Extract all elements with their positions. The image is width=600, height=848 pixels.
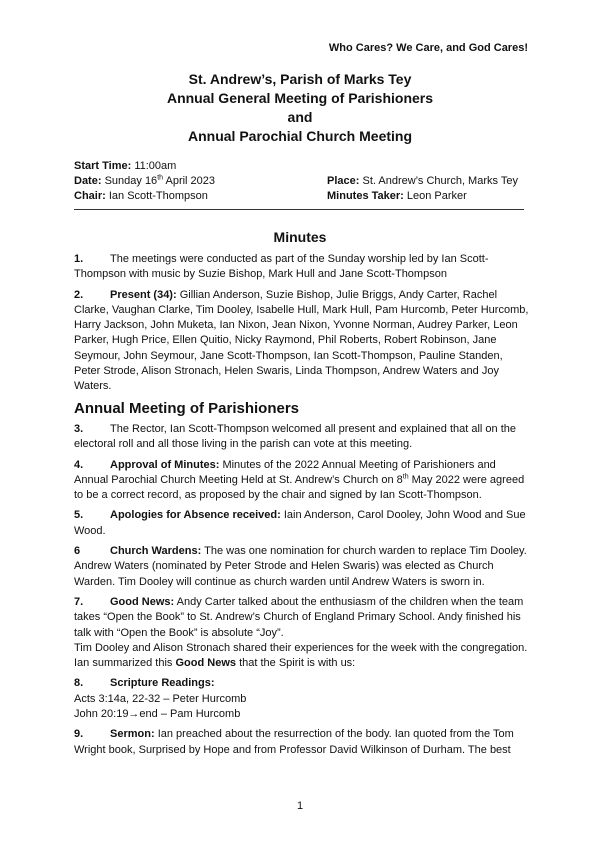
item-number: 6 xyxy=(74,545,81,558)
minutes-heading: Minutes xyxy=(273,229,327,245)
start-time-row xyxy=(74,159,526,174)
item-number: 2. xyxy=(74,288,84,301)
chair-value: Ian Scott-Thompson xyxy=(108,190,208,202)
minute-item-7 xyxy=(74,595,530,671)
title-parish: St. Andrew’s, Parish of Marks Tey xyxy=(188,71,412,87)
minute-item-8 xyxy=(74,676,530,722)
date-place-row xyxy=(74,174,526,189)
minute-item-9 xyxy=(74,727,530,758)
date-value-suffix: April 2023 xyxy=(165,175,216,187)
place-label: Place: xyxy=(327,175,360,187)
item-label: Apologies for Absence received: xyxy=(110,509,281,522)
item-text-b: May 2022 were agreed to be a correct record, as proposed by the chair and signed by Ian Scott-Thompson. xyxy=(74,473,525,502)
item-number: 1. xyxy=(74,253,84,265)
motto: Who Cares? We Care, and God Cares! xyxy=(328,42,528,54)
minutes-taker-label: Minutes Taker: xyxy=(327,190,404,202)
item-number: 7. xyxy=(74,595,84,608)
item-text-line3a: Ian summarized this xyxy=(74,657,173,670)
document-title-block xyxy=(0,70,600,146)
item-label: Sermon: xyxy=(110,728,155,741)
start-time-value: 11:00am xyxy=(134,160,177,172)
item-text: The was one nomination for church warden to replace Tim Dooley. Andrew Waters (nominated by Peter Strode and Helen Swaris) was elected as Church Warden. Tim Dooley will continue as church warden until Andrew Waters is sworn in. xyxy=(74,545,527,588)
divider-line xyxy=(74,209,524,210)
minute-item-1 xyxy=(74,252,530,283)
item-text-a: Minutes of the 2022 Annual Meeting of Parishioners and Annual Parochial Church Meeting Held at St. Andrew’s Church on 8 xyxy=(74,458,496,486)
item-text-line2: Tim Dooley and Alison Stronach shared their experiences for the week with the congregation. xyxy=(74,641,528,654)
item-text: Ian preached about the resurrection of the body. Ian quoted from the Tom Wright book, Surprised by Hope and from Professor David Wilkinson of Durham. The best xyxy=(74,728,514,756)
item-label: Scripture Readings: xyxy=(110,677,215,690)
item-number: 4. xyxy=(74,458,84,471)
item-text-line3-bold: Good News xyxy=(175,657,237,670)
minute-item-4 xyxy=(74,458,530,504)
minutes-body xyxy=(74,252,530,763)
item-text-line3b: that the Spirit is with us: xyxy=(239,657,356,670)
item-label: Approval of Minutes: xyxy=(110,458,220,471)
title-agm: Annual General Meeting of Parishioners xyxy=(166,90,434,106)
item-number: 3. xyxy=(74,422,84,435)
item-text: Andy Carter talked about the enthusiasm of the children when the team takes “Open the Book” to St. Andrew’s Church of England Primary School. Andy finished his talk with “Open the Book” is absolute “Joy”. xyxy=(74,595,524,639)
item-text: Gillian Anderson, Suzie Bishop, Julie Briggs, Andy Carter, Rachel Clarke, Vaughan Clarke, Tim Dooley, Isabelle Hull, Mark Hull, Pam Hurcomb, Peter Hurcomb, Harry Jackson, John Muketa, Ian Nixon, Jean Nixon, Yvonne Norman, Audrey Parker, Leon Parker, Hugh Price, Ellen Quitio, Nicky Raymond, Phil Roberts, Robert Robinson, Jane Seymour, John Seymour, Jane Scott-Thompson, Ian Scott-Thompson, Pauline Standen, Peter Strode, Alison Stronach, Helen Swaris, Linda Thompson, Andrew Waters and Joy Waters. xyxy=(74,288,529,393)
date-value-prefix: Sunday 16 xyxy=(104,175,158,187)
meeting-details xyxy=(74,159,526,204)
minute-item-2 xyxy=(74,288,530,395)
minutes-taker-value: Leon Parker xyxy=(406,190,467,202)
title-apcm: Annual Parochial Church Meeting xyxy=(187,128,413,144)
reading-2: John 20:19→end – Pam Hurcomb xyxy=(74,708,241,721)
item-label: Church Wardens: xyxy=(110,545,202,558)
date-label: Date: xyxy=(74,175,102,187)
page-number: 1 xyxy=(296,800,304,812)
item-number: 5. xyxy=(74,509,84,522)
item-ordinal: th xyxy=(402,473,409,481)
item-text: Iain Anderson, Carol Dooley, John Wood and Sue Wood. xyxy=(74,509,526,537)
chair-label: Chair: xyxy=(74,190,106,202)
minute-item-5 xyxy=(74,508,530,539)
minute-item-3 xyxy=(74,422,530,453)
item-label: Good News: xyxy=(110,595,175,608)
date-ordinal: th xyxy=(157,174,164,182)
place-value: St. Andrew’s Church, Marks Tey xyxy=(362,175,518,187)
reading-1: Acts 3:14a, 22-32 – Peter Hurcomb xyxy=(74,692,247,705)
item-number: 9. xyxy=(74,728,84,741)
section-heading-parishioners: Annual Meeting of Parishioners xyxy=(74,399,300,417)
chair-taker-row xyxy=(74,189,526,204)
start-time-label: Start Time: xyxy=(74,160,132,172)
item-text: The meetings were conducted as part of the Sunday worship led by Ian Scott-Thompson with music by Suzie Bishop, Mark Hull and Jane Scott-Thompson xyxy=(74,253,489,281)
item-text: The Rector, Ian Scott-Thompson welcomed all present and explained that all on the electoral roll and all those living in the parish can vote at this meeting. xyxy=(74,422,517,451)
item-number: 8. xyxy=(74,677,84,690)
minute-item-6 xyxy=(74,544,530,590)
title-and: and xyxy=(287,109,313,125)
item-label: Present (34): xyxy=(110,288,177,301)
